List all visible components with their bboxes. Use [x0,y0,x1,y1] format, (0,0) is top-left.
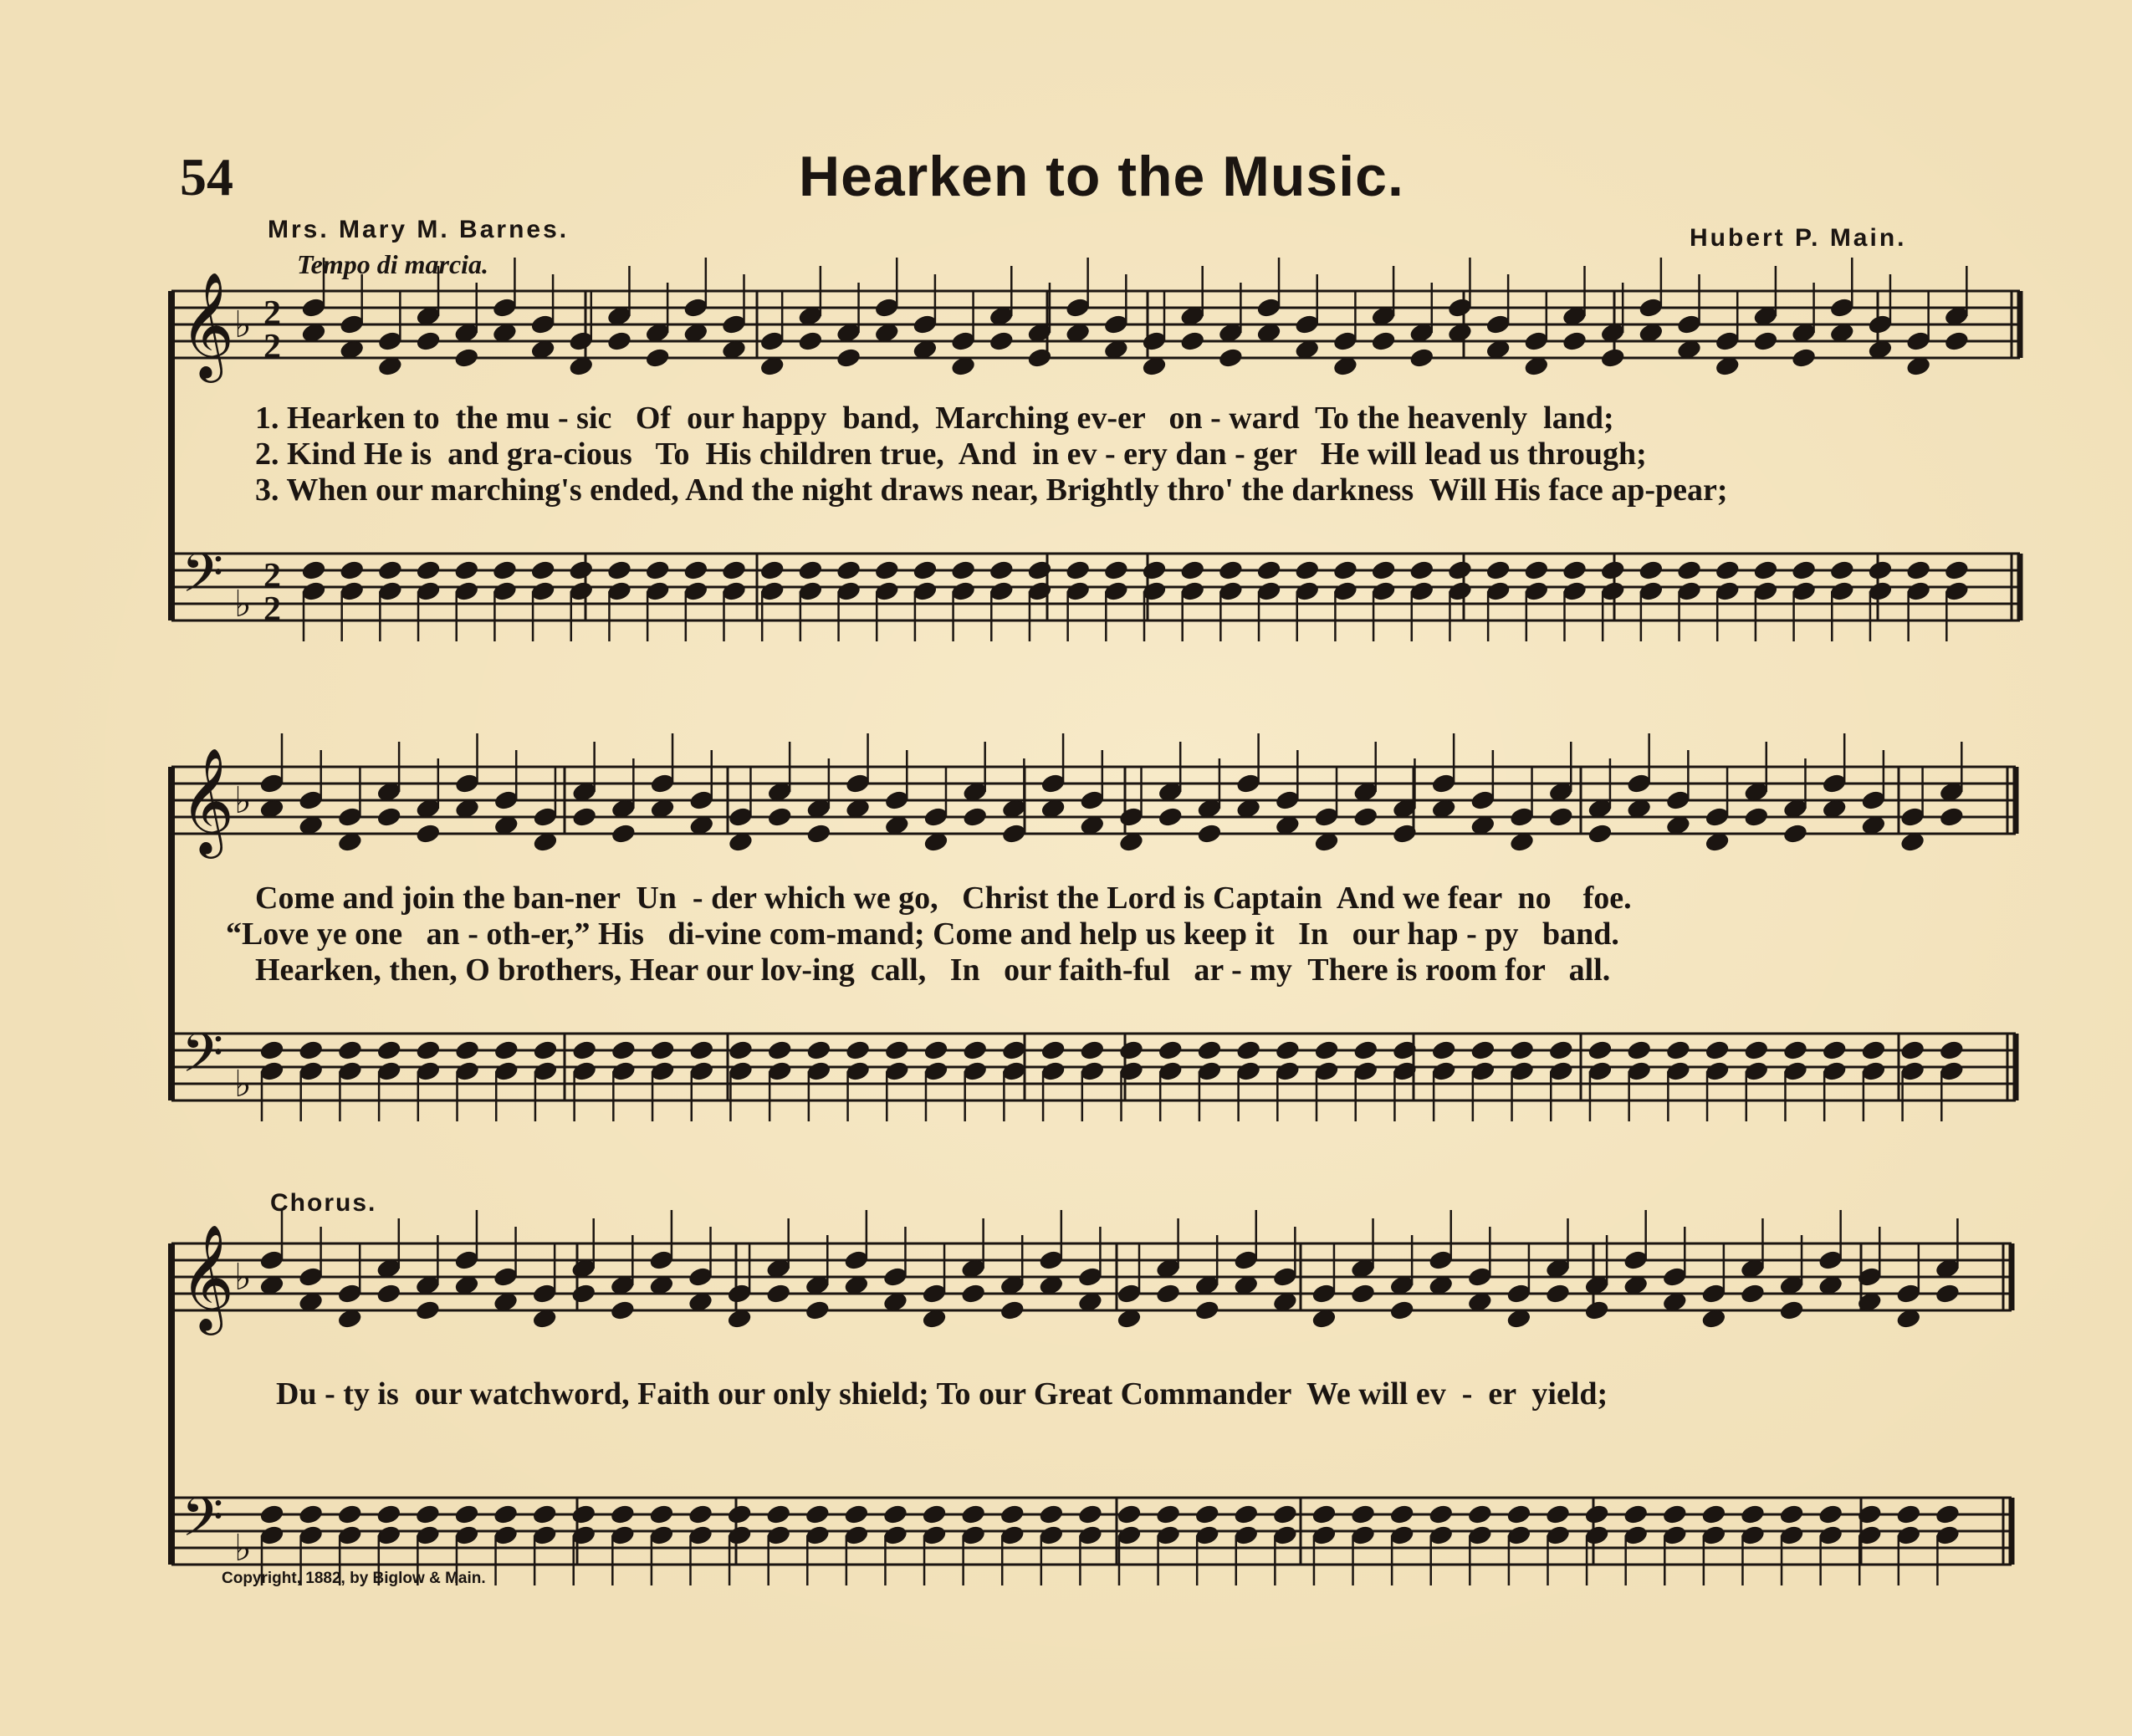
author-credit: Mrs. Mary M. Barnes. [268,216,570,243]
treble-clef-icon: 𝄞 [180,1223,235,1330]
flat-icon: ♭ [234,1256,252,1299]
verse-2-line-b: “Love ye one an - oth-er,” His di-vine com-mand; Come and help us keep it In our hap - py band. [226,917,1619,952]
treble-clef-icon: 𝄞 [180,271,235,378]
flat-icon: ♭ [234,583,252,625]
chorus-lyric: Du - ty is our watchword, Faith our only shield; To our Great Commander We will ev - er yield; [276,1376,1608,1412]
time-signature: 2 [263,557,281,595]
bass-clef-icon: 𝄢 [182,1023,224,1098]
flat-icon: ♭ [234,304,252,346]
hymn-title: Hearken to the Music. [799,145,1404,208]
page-number: 54 [180,147,233,207]
bass-clef-icon: 𝄢 [182,543,224,618]
verse-3-line-b: Hearken, then, O brothers, Hear our lov-ing call, In our faith-ful ar - my There is room for all. [255,952,1611,988]
composer-credit: Hubert P. Main. [1690,224,1907,252]
bass-clef-icon: 𝄢 [182,1487,224,1562]
verse-1-line-a: 1. Hearken to the mu - sic Of our happy band, Marching ev-er on - ward To the heavenly land; [255,401,1614,436]
flat-icon: ♭ [234,779,252,822]
chorus-label: Chorus. [270,1189,377,1217]
verse-1-line-b: Come and join the ban-ner Un - der which we go, Christ the Lord is Captain And we fear no foe. [255,881,1632,916]
copyright-notice: Copyright, 1882, by Biglow & Main. [222,1570,486,1587]
tempo-marking: Tempo di marcia. [297,249,489,279]
time-signature: 2 [263,328,281,366]
verse-3-line-a: 3. When our marching's ended, And the night draws near, Brightly thro' the darkness Will His face ap-pear; [255,472,1728,508]
flat-icon: ♭ [234,1063,252,1105]
verse-2-line-a: 2. Kind He is and gra-cious To His children true, And in ev - ery dan - ger He will lead us through; [255,437,1647,472]
treble-clef-icon: 𝄞 [180,747,235,854]
flat-icon: ♭ [234,1527,252,1570]
time-signature: 2 [263,590,281,629]
time-signature: 2 [263,294,281,333]
